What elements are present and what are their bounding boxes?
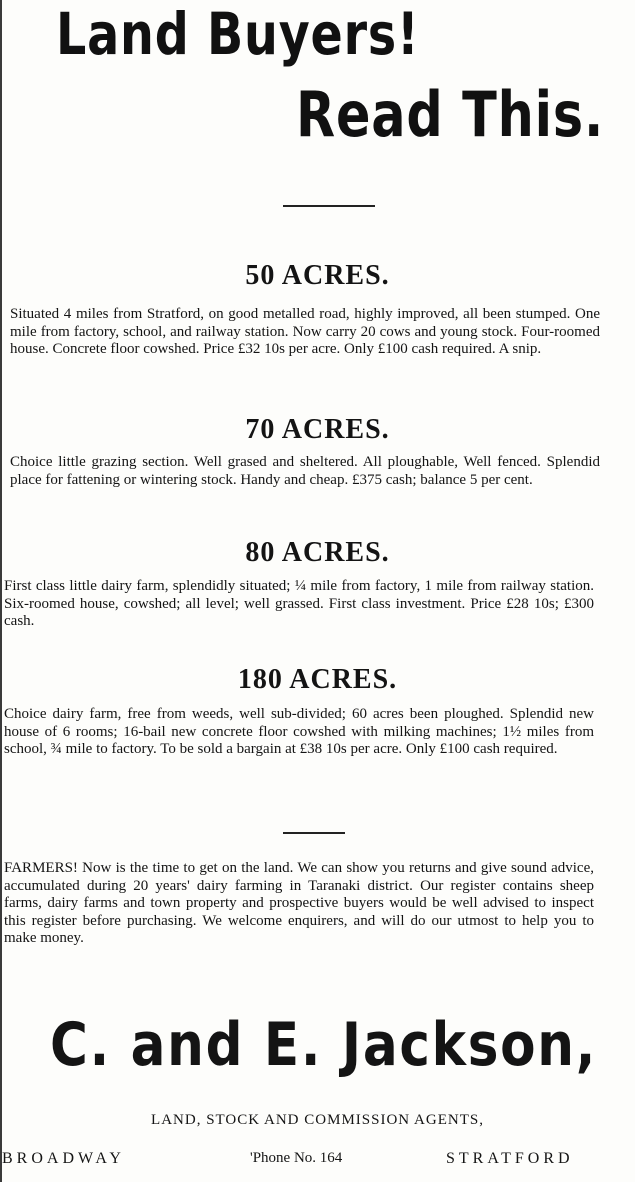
listing-text-180: Choice dairy farm, free from weeds, well sub-divided; 60 acres been ploughed. Splendid new house of 6 rooms; 16-bail new concrete floor cowshed with milking machines; 1½ miles from school, ¾ mile to factory. To be sold a bargain at £38 10s per acre. Only £100 cash required. (4, 706, 594, 757)
listing-text-50: Situated 4 miles from Stratford, on good metalled road, highly improved, all been stumped. One mile from factory, school, and railway station. Now carry 20 cows and young stock. Four-roomed house. Concrete floor cowshed. Price £32 10s per acre. Only £100 cash required. A snip. (10, 306, 600, 357)
divider-bottom (283, 832, 345, 834)
address-broadway: BROADWAY (2, 1150, 125, 1167)
phone-number: 'Phone No. 164 (250, 1150, 343, 1166)
listing-text-80: First class little dairy farm, splendidly situated; ¼ mile from factory, 1 mile from railway station. Six-roomed house, cowshed; all level; well grassed. First class investment. Price £28 10s; £300 cash. (4, 578, 594, 629)
listing-heading-180: 180 ACRES. (237, 664, 398, 695)
divider-top (283, 205, 375, 207)
firm-name: C. and E. Jackson, (50, 1010, 598, 1080)
listing-heading-70: 70 ACRES. (245, 414, 390, 445)
listing-text-70: Choice little grazing section. Well grased and sheltered. All ploughable, Well fenced. Splendid place for fattening or wintering stock. Handy and cheap. £375 cash; balance 5 per cent. (10, 454, 600, 488)
page-edge-line (0, 0, 2, 1182)
farmers-notice: FARMERS! Now is the time to get on the land. We can show you returns and give sound advice, accumulated during 20 years' dairy farming in Taranaki district. Our register contains sheep farms, dairy farms and town property and prospective buyers would be well advised to inspect this register before purchasing. We welcome enquirers, and will do our utmost to help you to make money. (4, 860, 594, 946)
headline-read-this: Read This. (296, 78, 605, 151)
agents-line: LAND, STOCK AND COMMISSION AGENTS, (151, 1112, 484, 1128)
address-stratford: STRATFORD (446, 1150, 574, 1167)
listing-heading-80: 80 ACRES. (245, 537, 390, 568)
headline-land-buyers: Land Buyers! (56, 0, 420, 68)
listing-heading-50: 50 ACRES. (245, 260, 390, 291)
